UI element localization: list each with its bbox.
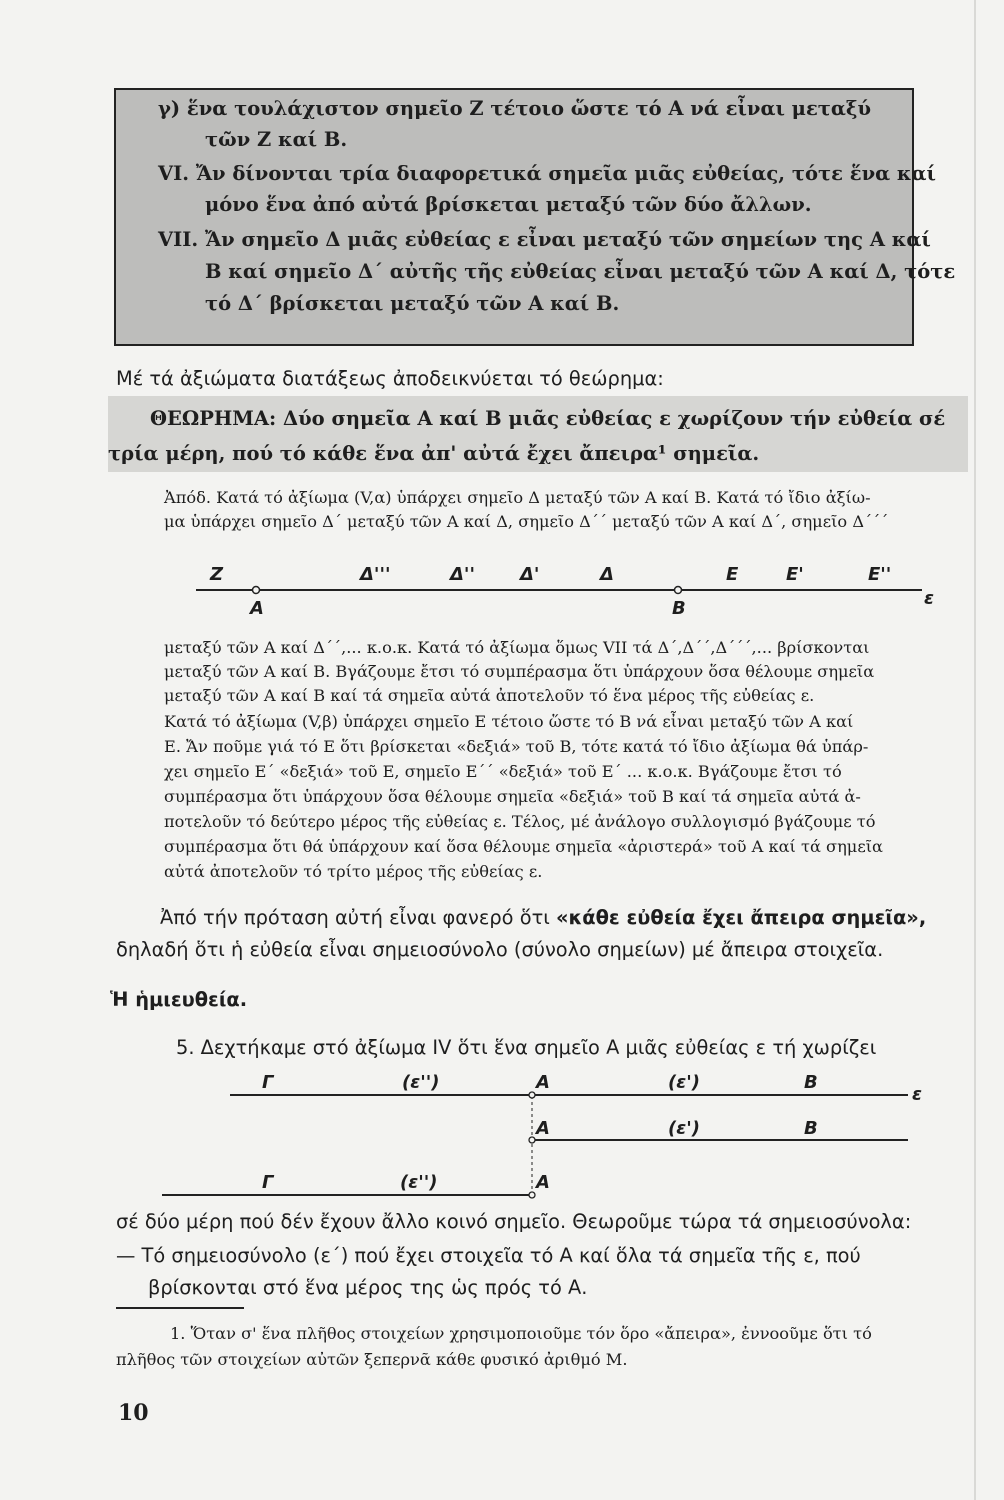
label-d: Δ	[600, 564, 614, 585]
axiom-g-cont: τῶν Ζ καί Β.	[205, 128, 348, 151]
fig2-label-eps2-lower: (ε'')	[400, 1172, 438, 1193]
conclusion-line-1	[160, 906, 926, 929]
point-b-marker	[675, 587, 682, 594]
label-z: Z	[210, 564, 224, 585]
fig2-label-b-upper: B	[804, 1118, 818, 1139]
axiom-box	[114, 88, 956, 346]
label-a: A	[250, 598, 264, 619]
proof-rest-4: Κατά τό ἀξίωμα (V,β) ὑπάρχει σημεῖο Ε τέτοιο ὥστε τό Β νά εἶναι μεταξύ τῶν Α καί	[164, 712, 854, 731]
proof-line-1: Ἀπόδ. Κατά τό ἀξίωμα (V,α) ὑπάρχει σημεῖο Δ μεταξύ τῶν Α καί Β. Κατά τό ἴδιο ἀξίω-	[164, 488, 871, 507]
fig2-label-epsilon: ε	[912, 1084, 923, 1105]
proof-rest-7: συμπέρασμα ὅτι ὑπάρχουν ὅσα θέλουμε σημεῖα «δεξιά» τοῦ Β καί τά σημεῖα αὐτά ἀ-	[164, 787, 861, 806]
footnote-line-2: πλῆθος τῶν στοιχείων αὐτῶν ξεπερνᾶ κάθε φυσικό ἀριθμό Μ.	[116, 1350, 628, 1369]
fig2-label-a-lower: A	[536, 1172, 550, 1193]
label-b: B	[672, 598, 686, 619]
axiom-7-cont2: τό Δ΄ βρίσκεται μεταξύ τῶν Α καί Β.	[205, 292, 620, 315]
conclusion-bold: «κάθε εὐθεία ἔχει ἄπειρα σημεῖα»,	[555, 906, 927, 929]
axiom-7-line: VII. Ἄν σημεῖο Δ μιᾶς εὐθείας ε εἶναι μεταξύ τῶν σημείων της Α καί	[158, 228, 931, 251]
fig2-label-g: Γ	[262, 1072, 274, 1093]
fig2-point-a1-marker	[529, 1137, 535, 1143]
paragraph-5: 5. Δεχτήκαμε στό ἀξίωμα IV ὅτι ἕνα σημεῖο Α μιᾶς εὐθείας ε τή χωρίζει	[176, 1036, 877, 1059]
label-d2: Δ''	[450, 564, 475, 585]
label-e2: E''	[868, 564, 892, 585]
axiom-7-cont1: Β καί σημεῖο Δ΄ αὐτῆς τῆς εὐθείας εἶναι μεταξύ τῶν Α καί Δ, τότε	[205, 260, 956, 283]
proof-rest-10: αὐτά ἀποτελοῦν τό τρίτο μέρος τῆς εὐθείας ε.	[164, 862, 543, 881]
axiom-6-line: VI. Ἄν δίνονται τρία διαφορετικά σημεῖα μιᾶς εὐθείας, τότε ἕνα καί	[158, 162, 936, 185]
fig2-label-b: B	[804, 1072, 818, 1093]
fig2-label-g-lower: Γ	[262, 1172, 274, 1193]
label-d3: Δ'''	[360, 564, 391, 585]
after-figure-2: — Τό σημειοσύνολο (ε΄) πού ἔχει στοιχεῖα τό Α καί ὅλα τά σημεῖα τῆς ε, πού	[116, 1244, 861, 1267]
fig2-label-a-upper: A	[536, 1118, 550, 1139]
fig2-label-eps1-upper: (ε')	[668, 1118, 700, 1139]
proof-line-2: μα ὑπάρχει σημεῖο Δ΄ μεταξύ τῶν Α καί Δ, σημεῖο Δ΄΄ μεταξύ τῶν Α καί Δ΄, σημεῖο Δ΄΄΄	[164, 512, 889, 531]
axiom-g-line: γ) ἕνα τουλάχιστον σημεῖο Ζ τέτοιο ὥστε τό Α νά εἶναι μεταξύ	[158, 97, 872, 120]
fig2-label-a: A	[536, 1072, 550, 1093]
footnote-rule	[116, 1307, 244, 1309]
point-a-marker	[253, 587, 260, 594]
fig2-label-eps1: (ε')	[668, 1072, 700, 1093]
label-epsilon: ε	[924, 588, 935, 609]
proof-rest-9: συμπέρασμα ὅτι θά ὑπάρχουν καί ὅσα θέλουμε σημεῖα «ἀριστερά» τοῦ Α καί τά σημεῖα	[164, 837, 883, 856]
proof-rest-6: χει σημεῖο Ε΄ «δεξιά» τοῦ Ε, σημεῖο Ε΄΄ «δεξιά» τοῦ Ε΄ ... κ.ο.κ. Βγάζουμε ἔτσι τό	[164, 762, 842, 781]
label-d1: Δ'	[520, 564, 540, 585]
axiom-6-cont: μόνο ἕνα ἀπό αὐτά βρίσκεται μεταξύ τῶν δύο ἄλλων.	[205, 193, 812, 216]
proof-rest-8: ποτελοῦν τό δεύτερο μέρος τῆς εὐθείας ε. Τέλος, μέ ἀνάλογο συλλογισμό βγάζουμε τό	[164, 812, 876, 831]
intro-line: Μέ τά ἀξιώματα διατάξεως ἀποδεικνύεται τό θεώρημα:	[116, 367, 664, 390]
fig2-label-eps2: (ε'')	[402, 1072, 440, 1093]
fig2-point-a-marker	[529, 1092, 535, 1098]
label-e1: E'	[786, 564, 804, 585]
proof-rest-5: Ε. Ἄν ποῦμε γιά τό Ε ὅτι βρίσκεται «δεξιά» τοῦ Β, τότε κατά τό ἴδιο ἀξίωμα θά ὑπάρ-	[164, 737, 869, 756]
fig2-point-a2-marker	[529, 1192, 535, 1198]
label-e: E	[726, 564, 739, 585]
page-number: 10	[118, 1400, 149, 1426]
page-edge	[974, 0, 976, 1500]
conclusion-text: Ἀπό τήν πρόταση αὐτή εἶναι φανερό ὅτι	[160, 906, 556, 929]
section-heading: Ἡ ἡμιευθεία.	[110, 988, 248, 1011]
after-figure-1: σέ δύο μέρη πού δέν ἔχουν ἄλλο κοινό σημεῖο. Θεωροῦμε τώρα τά σημειοσύνολα:	[116, 1210, 912, 1233]
proof-rest-2: μεταξύ τῶν Α καί Β. Βγάζουμε ἔτσι τό συμπέρασμα ὅτι ὑπάρχουν ὅσα θέλουμε σημεῖα	[164, 662, 875, 681]
conclusion-line-2: δηλαδή ὅτι ἡ εὐθεία εἶναι σημειοσύνολο (σύνολο σημείων) μέ ἄπειρα στοιχεῖα.	[116, 938, 884, 961]
theorem-line-1: ΘΕΩΡΗΜΑ: Δύο σημεῖα Α καί Β μιᾶς εὐθείας ε χωρίζουν τήν εὐθεία σέ	[150, 407, 946, 430]
theorem-line-2: τρία μέρη, πού τό κάθε ἕνα ἀπ' αὐτά ἔχει ἄπειρα¹ σημεῖα.	[108, 442, 760, 465]
proof-rest-1: μεταξύ τῶν Α καί Δ΄΄,... κ.ο.κ. Κατά τό ἀξίωμα ὅμως VII τά Δ΄,Δ΄΄,Δ΄΄΄,... βρίσκονται	[164, 638, 870, 657]
proof-rest-3: μεταξύ τῶν Α καί Β καί τά σημεῖα αὐτά ἀποτελοῦν τό ἕνα μέρος τῆς εὐθείας ε.	[164, 686, 815, 705]
after-figure-3: βρίσκονται στό ἕνα μέρος της ὡς πρός τό Α.	[148, 1276, 588, 1299]
footnote-line-1: 1. Ὅταν σ' ἕνα πλῆθος στοιχείων χρησιμοποιοῦμε τόν ὅρο «ἄπειρα», ἐννοοῦμε ὅτι τό	[170, 1324, 872, 1343]
